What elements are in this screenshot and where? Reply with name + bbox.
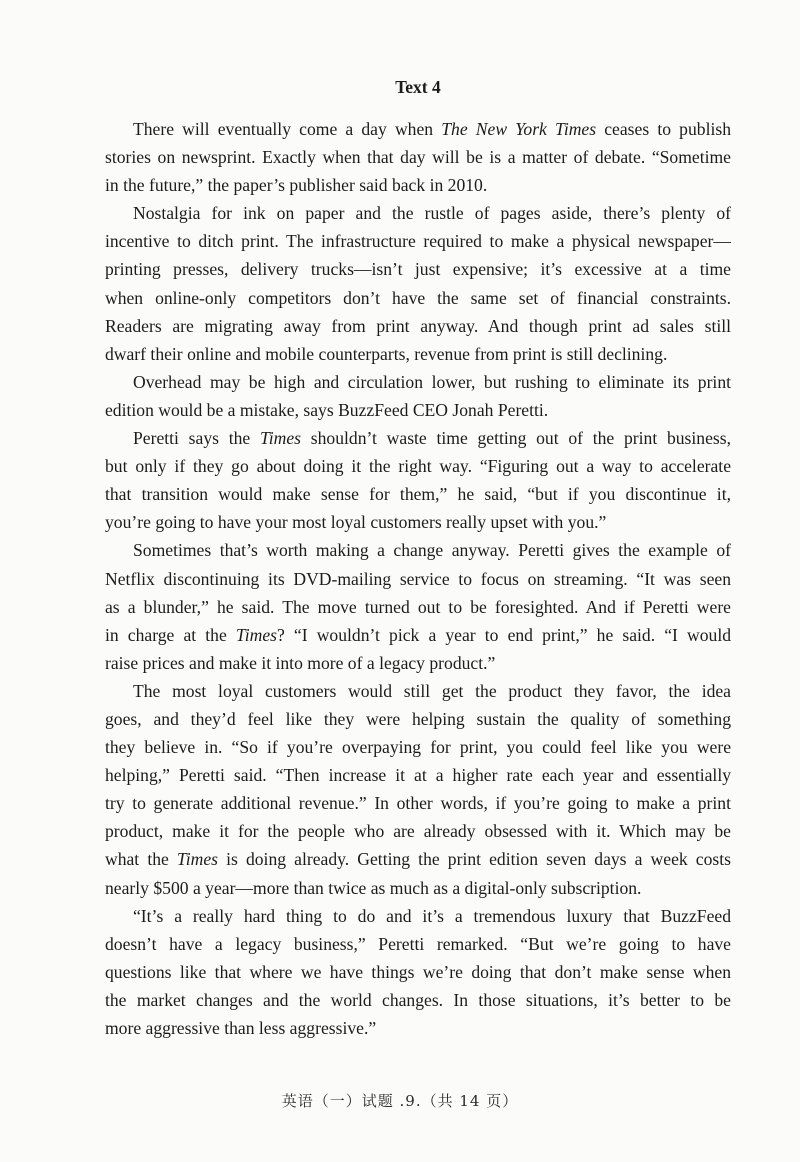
italic-title: Times bbox=[176, 849, 218, 870]
paragraph-line: The most loyal customers would still get the product they favor, the idea bbox=[133, 680, 731, 701]
paragraph-line: helping,” Peretti said. “Then increase it at a higher rate each year and essentially bbox=[105, 765, 731, 786]
paragraph-line: you’re going to have your most loyal customers really upset with you.” bbox=[105, 512, 607, 533]
italic-title: The New York Times bbox=[441, 119, 597, 139]
page-footer: 英语（一）试题 .9.（共 14 页） bbox=[281, 1092, 519, 1110]
paragraph-line: product, make it for the people who are already obsessed with it. Which may be bbox=[105, 821, 731, 842]
paragraph bbox=[105, 424, 731, 536]
paragraph bbox=[105, 902, 731, 1042]
paragraph-line: goes, and they’d feel like they were helping sustain the quality of something bbox=[105, 708, 731, 729]
paragraph-line: incentive to ditch print. The infrastructure required to make a physical newspaper— bbox=[105, 231, 731, 252]
article-body bbox=[105, 115, 731, 1042]
paragraph-line: in charge at the Times? “I wouldn’t pick a year to end print,” he said. “I would bbox=[105, 624, 731, 645]
paragraph-line: “It’s a really hard thing to do and it’s a tremendous luxury that BuzzFeed bbox=[133, 905, 731, 926]
paragraph-line: There will eventually come a day when The New York Times ceases to publish bbox=[133, 119, 731, 139]
paragraph-line: raise prices and make it into more of a legacy product.” bbox=[105, 652, 496, 673]
paragraph bbox=[105, 115, 731, 199]
paragraph-line: dwarf their online and mobile counterparts, revenue from print is still declining. bbox=[105, 343, 668, 364]
italic-title: Times bbox=[259, 428, 302, 449]
paragraph-line: but only if they go about doing it the right way. “Figuring out a way to accelerate bbox=[105, 456, 731, 477]
paragraph-line: questions like that where we have things we’re doing that don’t make sense when bbox=[105, 961, 731, 982]
paragraph bbox=[105, 677, 731, 902]
paragraph-line: as a blunder,” he said. The move turned out to be foresighted. And if Peretti were bbox=[105, 596, 731, 617]
paragraph bbox=[105, 368, 731, 424]
paragraph-line: they believe in. “So if you’re overpaying for print, you could feel like you were bbox=[105, 737, 731, 758]
text-title: Text 4 bbox=[395, 77, 441, 97]
article bbox=[105, 76, 731, 1042]
paragraph-line: what the Times is doing already. Getting the print edition seven days a week costs bbox=[105, 849, 731, 870]
paragraph-line: Readers are migrating away from print anyway. And though print ad sales still bbox=[105, 315, 731, 336]
paragraph-line: edition would be a mistake, says BuzzFeed CEO Jonah Peretti. bbox=[105, 399, 549, 420]
paragraph-line: Nostalgia for ink on paper and the rustle of pages aside, there’s plenty of bbox=[133, 203, 731, 224]
italic-title: Times bbox=[235, 624, 277, 645]
paragraph-line: Overhead may be high and circulation lower, but rushing to eliminate its print bbox=[133, 371, 731, 392]
paragraph-line: in the future,” the paper’s publisher said back in 2010. bbox=[105, 175, 488, 196]
paragraph-line: nearly $500 a year—more than twice as much as a digital-only subscription. bbox=[105, 877, 642, 898]
paragraph-line: when online-only competitors don’t have the same set of financial constraints. bbox=[105, 287, 731, 308]
paragraph-line: more aggressive than less aggressive.” bbox=[105, 1018, 377, 1038]
paragraph-line: Netflix discontinuing its DVD-mailing service to focus on streaming. “It was seen bbox=[105, 568, 731, 589]
paragraph-line: the market changes and the world changes. In those situations, it’s better to be bbox=[105, 989, 731, 1010]
paragraph-line: Sometimes that’s worth making a change anyway. Peretti gives the example of bbox=[133, 540, 731, 561]
paragraph-line: try to generate additional revenue.” In other words, if you’re going to make a print bbox=[105, 793, 731, 814]
paragraph bbox=[105, 536, 731, 676]
paragraph-line: Peretti says the Times shouldn’t waste time getting out of the print business, bbox=[133, 428, 731, 449]
paragraph bbox=[105, 199, 731, 368]
paragraph-line: doesn’t have a legacy business,” Peretti remarked. “But we’re going to have bbox=[105, 933, 731, 954]
paragraph-line: that transition would make sense for them,” he said, “but if you discontinue it, bbox=[105, 484, 731, 505]
paragraph-line: stories on newsprint. Exactly when that day will be is a matter of debate. “Sometime bbox=[105, 147, 731, 168]
paragraph-line: printing presses, delivery trucks—isn’t just expensive; it’s excessive at a time bbox=[105, 259, 731, 280]
